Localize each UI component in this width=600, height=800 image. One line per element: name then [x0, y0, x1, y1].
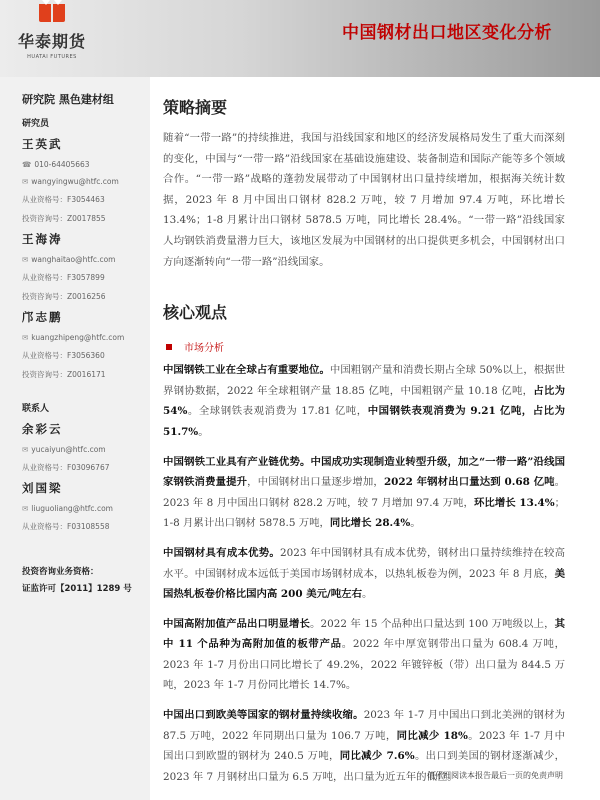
credential-text: 投资咨询号：Z0016256 [22, 292, 106, 301]
main-content [163, 95, 565, 787]
company-logo [18, 0, 86, 64]
text-run: 中国粗钢产量和消费长期占全球 50%以上，根据世界钢协数据，2022 年全球粗钢产量 18.85 亿吨，中国粗钢产量 10.18 亿吨， [163, 364, 565, 397]
text-run: 。2023 年 8 月中国出口钢材 828.2 万吨，较 7 月增加 97.4 万吨， [163, 476, 566, 509]
mail-icon: ✉ [22, 177, 29, 186]
mail-icon: ✉ [22, 255, 29, 264]
disclaimer-note: 请仔细阅读本报告最后一页的免责声明 [427, 771, 563, 780]
phone-text: 010-64405663 [34, 160, 90, 169]
person-detail [22, 272, 150, 283]
person-name: 邝志鹏 [22, 310, 63, 324]
license-label: 投资咨询业务资格： [22, 567, 99, 577]
person-detail [22, 333, 150, 342]
license-value: 证监许可【2011】1289 号 [22, 584, 132, 594]
text-run: 。2022 年中厚宽钢带出口量为 608.4 万吨，2023 年 1-7 月份出口同比增长了 49.2%，2022 年镀锌板（带）出口量为 844.5 万吨，2023 年 1-7 月份同比增长 14.7%。 [163, 638, 565, 692]
phone-icon: ☎ [22, 160, 32, 169]
person-detail [22, 177, 150, 186]
bold-text: 同比增长 28.4% [329, 517, 411, 530]
text-run: 。 [361, 588, 373, 601]
text-run: 。 [410, 517, 421, 530]
text-run: 。全球钢铁表观消费为 17.81 亿吨， [187, 405, 368, 418]
bold-text: 中国高附加值产品出口明显增长 [163, 617, 311, 630]
person-detail [22, 462, 150, 473]
section-market-analysis [163, 339, 565, 354]
paragraph [163, 614, 565, 696]
mail-icon: ✉ [22, 333, 29, 342]
person-name: 王海涛 [22, 232, 63, 246]
bold-text: 占比为 54% [163, 384, 566, 418]
text-run: 。 [198, 425, 209, 438]
text-run: 。2022 年 15 个品种出口量达到 100 万吨级以上， [310, 617, 555, 630]
logo-mark-icon [37, 0, 67, 24]
contact-list [22, 421, 150, 532]
paragraph [163, 452, 565, 534]
bold-text: 环比增长 13.4% [473, 496, 555, 509]
researcher-list [22, 136, 150, 380]
email-text: yucaiyun@htfc.com [31, 445, 106, 454]
square-bullet-icon [166, 344, 172, 350]
text-run: ，中国钢材出口量逐步增加， [247, 476, 384, 489]
logo-english: HUATAI FUTURES [27, 54, 77, 60]
bold-text: 中国出口到欧美等国家的钢材量持续收缩。 [163, 709, 364, 722]
paragraph [163, 543, 565, 605]
summary-section [163, 128, 565, 272]
text-run: 2023 年中国钢材具有成本优势，钢材出口量持续维持在较高水平。中国钢材成本远低于美国市场钢材成本，以热轧板卷为例，2023 年 8 月底， [163, 546, 566, 580]
bold-text: 中国钢铁表观消费为 9.21 亿吨，占比为 51.7% [163, 405, 565, 438]
summary-heading: 策略摘要 [163, 98, 228, 117]
text-run: 随着“一带一路”的持续推进，我国与沿线国家和地区的经济发展格局发生了重大而深刻的变化，中国与“一带一路”沿线国家在基础设施建设、装备制造和国际产能等多个领域合作。“一带一路”战略的蓬勃发展带动了中国钢材出口量持续增加，根据海关统计数据，2023 年 8 月中国出口钢材 828.2 万吨，较 7 月增加 97.4 万吨，环比增长 13.4%；1-8 月累计出口钢材 5878.5 万吨，同比增长 28.4%。“一带一路”沿线国家人均钢铁消费量潜力巨大，该地区发展为中国钢材的出口提供更多机会，中国钢材出口方向逐渐转向“一带一路”沿线国家。 [163, 132, 565, 268]
bold-text: 中国钢材具有成本优势。 [163, 546, 280, 559]
text-run: 2023 年 1-7 月中国出口到北美洲的钢材为 87.5 万吨，2022 年同期出口量为 106.7 万吨， [163, 709, 565, 742]
email-text: liuguoliang@htfc.com [31, 504, 113, 513]
person-detail [22, 445, 150, 454]
researchers-label: 研究员 [22, 119, 50, 129]
paragraph [163, 128, 565, 272]
text-run: 。出口到美国的钢材逐渐减少，2023 年 7 月钢材出口量为 6.5 万吨，出口量为近五年的低位。 [163, 750, 565, 783]
bold-text: 其中 11 个品种为高附加值的板带产品 [163, 617, 566, 651]
email-text: wangyingwu@htfc.com [31, 177, 119, 186]
person-name: 王英武 [22, 137, 63, 151]
credential-text: 投资咨询号：Z0016171 [22, 370, 106, 379]
credential-text: 从业资格号：F3057899 [22, 273, 105, 282]
bold-text: 同比减少 7.6% [339, 750, 415, 763]
person-name: 刘国梁 [22, 481, 63, 495]
person-detail [22, 194, 150, 205]
text-run: 。2023 年 1-7 月中国出口到欧盟的钢材为 240.5 万吨， [163, 729, 566, 763]
person-detail [22, 213, 150, 224]
email-text: wanghaitao@htfc.com [31, 255, 116, 264]
credential-text: 从业资格号：F3056360 [22, 351, 105, 360]
report-title: 中国钢材出口地区变化分析 [342, 23, 552, 43]
core-views-paragraphs [163, 360, 565, 787]
core-views-heading: 核心观点 [163, 303, 228, 323]
bold-text: 同比减少 18% [396, 729, 468, 742]
logo-chinese: 华泰期货 [18, 32, 87, 51]
author-sidebar [0, 77, 150, 800]
person-detail [22, 160, 150, 169]
report-header [0, 0, 600, 77]
credential-text: 从业资格号：F3054463 [22, 195, 105, 204]
person-detail [22, 369, 150, 380]
person-detail [22, 255, 150, 264]
person-name: 余彩云 [22, 422, 63, 436]
bold-text: 2022 年钢材出口量达到 0.68 亿吨 [383, 476, 555, 489]
section-label: 市场分析 [184, 343, 224, 355]
person-detail [22, 521, 150, 532]
mail-icon: ✉ [22, 504, 29, 513]
text-run: ；1-8 月累计出口钢材 5878.5 万吨， [163, 496, 565, 530]
person-detail [22, 350, 150, 361]
bold-text: 美国热轧板卷价格比国内高 200 美元/吨左右 [163, 567, 565, 601]
credential-text: 投资咨询号：Z0017855 [22, 214, 106, 223]
department: 研究院 黑色建材组 [22, 93, 114, 106]
bold-text: 中国钢铁工业在全球占有重要地位。 [163, 364, 330, 377]
email-text: kuangzhipeng@htfc.com [31, 333, 125, 342]
credential-text: 从业资格号：F03108558 [22, 522, 110, 531]
paragraph [163, 360, 565, 442]
bold-text: 中国钢铁工业具有产业链优势。中国成功实现制造业转型升级，加之“一带一路”沿线国家钢铁消费量提升 [163, 455, 565, 489]
person-detail [22, 291, 150, 302]
mail-icon: ✉ [22, 445, 29, 454]
person-detail [22, 504, 150, 513]
contacts-label: 联系人 [22, 404, 50, 414]
credential-text: 从业资格号：F03096767 [22, 463, 110, 472]
